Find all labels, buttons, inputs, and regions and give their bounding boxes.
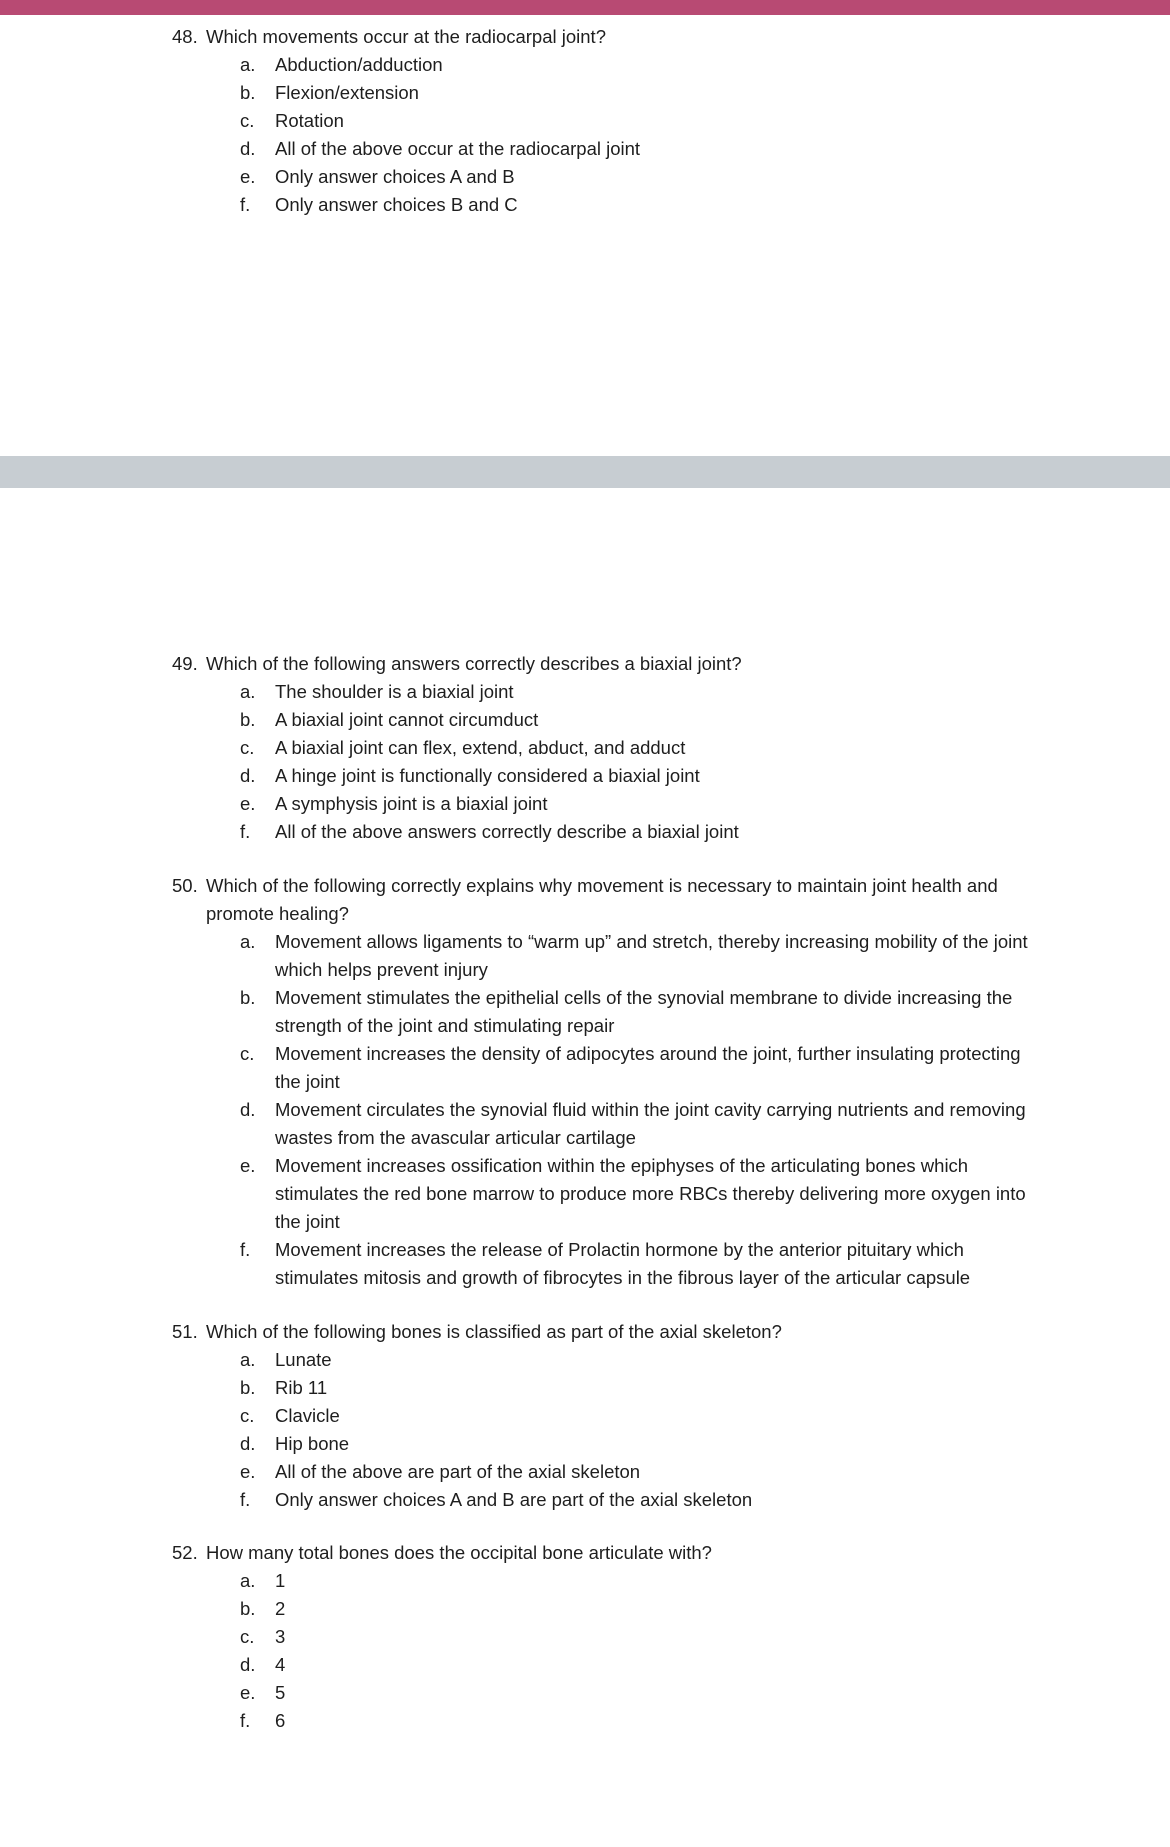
option-letter: e. [240, 166, 256, 187]
option-text: All of the above answers correctly describe a biaxial joint [275, 821, 739, 842]
option-text: Rib 11 [275, 1377, 328, 1398]
option-text: Only answer choices A and B are part of the axial skeleton [275, 1489, 753, 1510]
answer-option-b [240, 79, 1052, 107]
option-letter: c. [240, 110, 255, 131]
answer-option-e [240, 1679, 1052, 1707]
answer-option-b [240, 1595, 1052, 1623]
answer-options [172, 928, 1052, 1292]
option-letter: e. [240, 1682, 256, 1703]
answer-option-b [240, 984, 1052, 1040]
answer-option-d [240, 135, 1052, 163]
option-text: A biaxial joint can flex, extend, abduct, and adduct [275, 737, 686, 758]
answer-option-a [240, 1346, 1052, 1374]
answer-option-e [240, 1458, 1052, 1486]
option-text: Movement allows ligaments to “warm up” and stretch, thereby increasing mobility of the joint which helps prevent injury [275, 931, 1028, 980]
option-text: Only answer choices A and B [275, 166, 515, 187]
question-48 [172, 23, 1052, 219]
option-letter: f. [240, 194, 251, 215]
question-number: 50. [172, 875, 198, 896]
page-divider-bar [0, 456, 1170, 488]
option-letter: c. [240, 1626, 255, 1647]
option-text: 4 [275, 1654, 286, 1675]
option-text: 6 [275, 1710, 286, 1731]
option-letter: d. [240, 138, 256, 159]
option-letter: a. [240, 681, 256, 702]
question-50 [172, 872, 1052, 1292]
answer-option-f [240, 1236, 1052, 1292]
option-letter: e. [240, 1461, 256, 1482]
option-text: Movement increases ossification within the epiphyses of the articulating bones which stimulates the red bone marrow to produce more RBCs thereby delivering more oxygen into the joint [275, 1155, 1026, 1232]
question-number: 49. [172, 653, 198, 674]
answer-option-d [240, 1430, 1052, 1458]
option-text: 1 [275, 1570, 286, 1591]
answer-option-c [240, 734, 1052, 762]
answer-option-f [240, 191, 1052, 219]
answer-options [172, 678, 1052, 846]
answer-option-c [240, 1402, 1052, 1430]
answer-option-e [240, 790, 1052, 818]
answer-option-a [240, 51, 1052, 79]
option-text: Lunate [275, 1349, 332, 1370]
option-text: Only answer choices B and C [275, 194, 518, 215]
answer-options [172, 51, 1052, 219]
option-text: All of the above occur at the radiocarpal joint [275, 138, 641, 159]
answer-option-d [240, 762, 1052, 790]
option-text: Movement stimulates the epithelial cells of the synovial membrane to divide increasing the strength of the joint and stimulating repair [275, 987, 1013, 1036]
answer-option-f [240, 1486, 1052, 1514]
option-letter: f. [240, 1489, 251, 1510]
answer-option-e [240, 1152, 1052, 1236]
option-text: Flexion/extension [275, 82, 419, 103]
option-text: Rotation [275, 110, 344, 131]
option-text: A hinge joint is functionally considered a biaxial joint [275, 765, 700, 786]
option-letter: e. [240, 793, 256, 814]
answer-option-b [240, 1374, 1052, 1402]
option-letter: f. [240, 1710, 251, 1731]
option-letter: d. [240, 1654, 256, 1675]
answer-option-a [240, 928, 1052, 984]
answer-options [172, 1567, 1052, 1735]
answer-option-c [240, 107, 1052, 135]
answer-option-b [240, 706, 1052, 734]
question-text: How many total bones does the occipital bone articulate with? [206, 1542, 712, 1563]
question-text: Which of the following correctly explains why movement is necessary to maintain joint health and promote healing? [206, 875, 998, 924]
option-text: Movement circulates the synovial fluid within the joint cavity carrying nutrients and removing wastes from the avascular articular cartilage [275, 1099, 1026, 1148]
option-text: All of the above are part of the axial skeleton [275, 1461, 641, 1482]
option-text: Abduction/adduction [275, 54, 443, 75]
option-letter: d. [240, 765, 256, 786]
answer-option-f [240, 818, 1052, 846]
question-number: 52. [172, 1542, 198, 1563]
option-text: The shoulder is a biaxial joint [275, 681, 514, 702]
option-text: Movement increases the release of Prolactin hormone by the anterior pituitary which stimulates mitosis and growth of fibrocytes in the fibrous layer of the articular capsule [275, 1239, 971, 1288]
question-51 [172, 1318, 1052, 1514]
question-text: Which of the following answers correctly describes a biaxial joint? [206, 653, 742, 674]
option-letter: b. [240, 709, 256, 730]
question-text: Which movements occur at the radiocarpal joint? [206, 26, 606, 47]
question-number: 51. [172, 1321, 198, 1342]
option-letter: a. [240, 1570, 256, 1591]
option-letter: c. [240, 737, 255, 758]
option-letter: b. [240, 1598, 256, 1619]
question-49 [172, 650, 1052, 846]
option-letter: e. [240, 1155, 256, 1176]
option-letter: c. [240, 1405, 255, 1426]
option-letter: b. [240, 82, 256, 103]
option-letter: f. [240, 821, 251, 842]
top-accent-bar [0, 0, 1170, 15]
answer-option-d [240, 1096, 1052, 1152]
question-text: Which of the following bones is classified as part of the axial skeleton? [206, 1321, 782, 1342]
option-letter: a. [240, 54, 256, 75]
answer-option-e [240, 163, 1052, 191]
option-letter: d. [240, 1099, 256, 1120]
answer-option-c [240, 1040, 1052, 1096]
option-text: 5 [275, 1682, 286, 1703]
option-letter: b. [240, 987, 256, 1008]
question-number: 48. [172, 26, 198, 47]
answer-option-a [240, 1567, 1052, 1595]
option-letter: a. [240, 1349, 256, 1370]
answer-option-f [240, 1707, 1052, 1735]
option-letter: a. [240, 931, 256, 952]
option-letter: b. [240, 1377, 256, 1398]
answer-option-d [240, 1651, 1052, 1679]
option-letter: f. [240, 1239, 251, 1260]
answer-option-a [240, 678, 1052, 706]
option-text: Movement increases the density of adipocytes around the joint, further insulating protecting the joint [275, 1043, 1021, 1092]
option-text: A symphysis joint is a biaxial joint [275, 793, 548, 814]
option-letter: d. [240, 1433, 256, 1454]
option-text: 2 [275, 1598, 286, 1619]
answer-option-c [240, 1623, 1052, 1651]
option-text: 3 [275, 1626, 286, 1647]
option-text: A biaxial joint cannot circumduct [275, 709, 539, 730]
option-text: Clavicle [275, 1405, 340, 1426]
answer-options [172, 1346, 1052, 1514]
option-letter: c. [240, 1043, 255, 1064]
option-text: Hip bone [275, 1433, 350, 1454]
question-52 [172, 1539, 1052, 1735]
